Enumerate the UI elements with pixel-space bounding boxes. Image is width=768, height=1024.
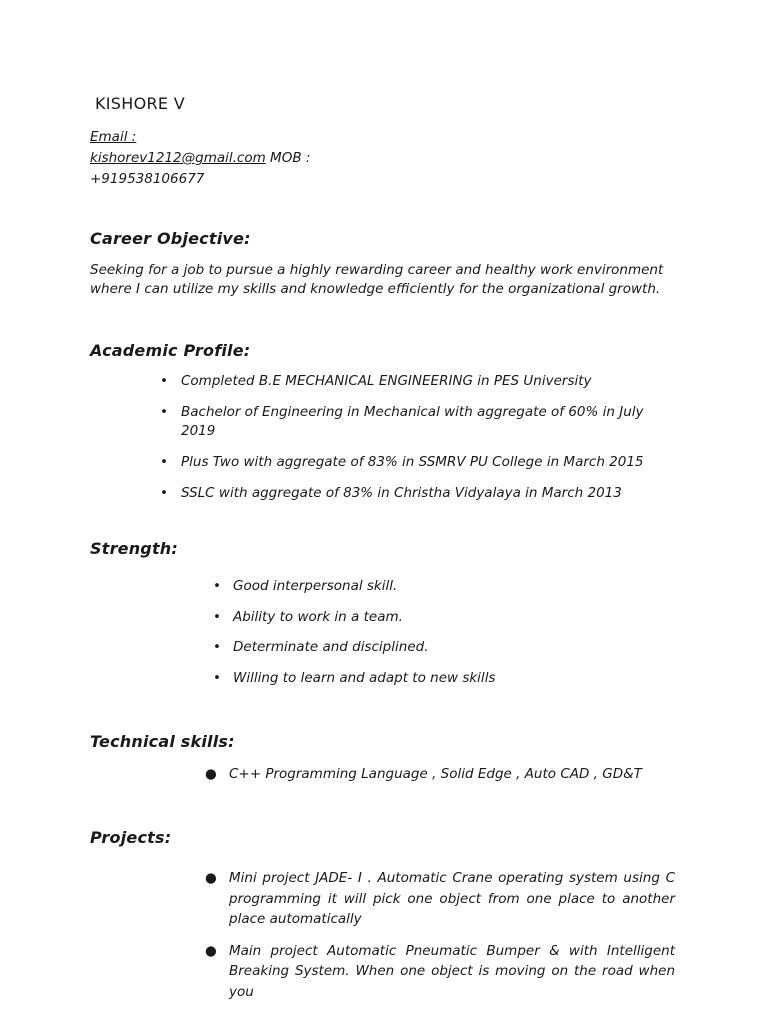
strength-heading: Strength:: [90, 539, 178, 558]
bullet-icon: •: [160, 485, 168, 501]
contact-block: [90, 127, 310, 190]
bullet-icon: ●: [205, 942, 217, 959]
mob-label: MOB :: [265, 150, 311, 166]
bullet-icon: •: [213, 669, 221, 686]
projects-heading: Projects:: [90, 828, 172, 847]
academic-list: [160, 372, 660, 515]
academic-profile-heading: Academic Profile:: [90, 341, 251, 360]
list-item: • Bachelor of Engineering in Mechanical with aggregate of 60% in July 2019: [160, 404, 644, 439]
list-item: • Good interpersonal skill.: [213, 578, 398, 594]
list-item: • Ability to work in a team.: [213, 608, 403, 625]
bullet-icon: •: [160, 454, 168, 470]
bullet-icon: •: [213, 639, 221, 655]
projects-list: [205, 868, 675, 1013]
email-label: Email :: [90, 129, 137, 145]
strength-list: [213, 577, 653, 699]
list-item: • Completed B.E MECHANICAL ENGINEERING in PES University: [160, 373, 592, 389]
bullet-icon: •: [160, 404, 168, 420]
technical-skills-list: [205, 765, 665, 784]
career-objective-heading: Career Objective:: [90, 229, 251, 248]
list-item: • Plus Two with aggregate of 83% in SSMRV PU College in March 2015: [160, 454, 644, 470]
email-link[interactable]: kishorev1212@gmail.com: [90, 150, 266, 166]
technical-skills-heading: Technical skills:: [90, 732, 235, 751]
list-item: ● C++ Programming Language , Solid Edge , Auto CAD , GD&T: [205, 766, 642, 782]
list-item: ● Mini project JADE- I . Automatic Crane operating system using C programming it will pick one object from one place to another place automatically: [205, 870, 675, 927]
list-item: • Willing to learn and adapt to new skills: [213, 669, 496, 686]
candidate-name: KISHORE V: [95, 94, 185, 113]
list-item: • SSLC with aggregate of 83% in Christha Vidyalaya in March 2013: [160, 485, 622, 501]
list-item: • Determinate and disciplined.: [213, 639, 429, 655]
bullet-icon: ●: [205, 766, 217, 782]
bullet-icon: •: [160, 373, 168, 389]
phone-number: +919538106677: [90, 171, 205, 187]
bullet-icon: •: [213, 578, 221, 594]
bullet-icon: ●: [205, 870, 217, 886]
list-item: ● Main project Automatic Pneumatic Bumper & with Intelligent Breaking System. When one object is moving on the road when you: [205, 942, 675, 1000]
bullet-icon: •: [213, 608, 221, 625]
career-objective-text: Seeking for a job to pursue a highly rewarding career and healthy work environment where I can utilize my skills and knowledge efficiently for the organizational growth.: [90, 262, 664, 297]
